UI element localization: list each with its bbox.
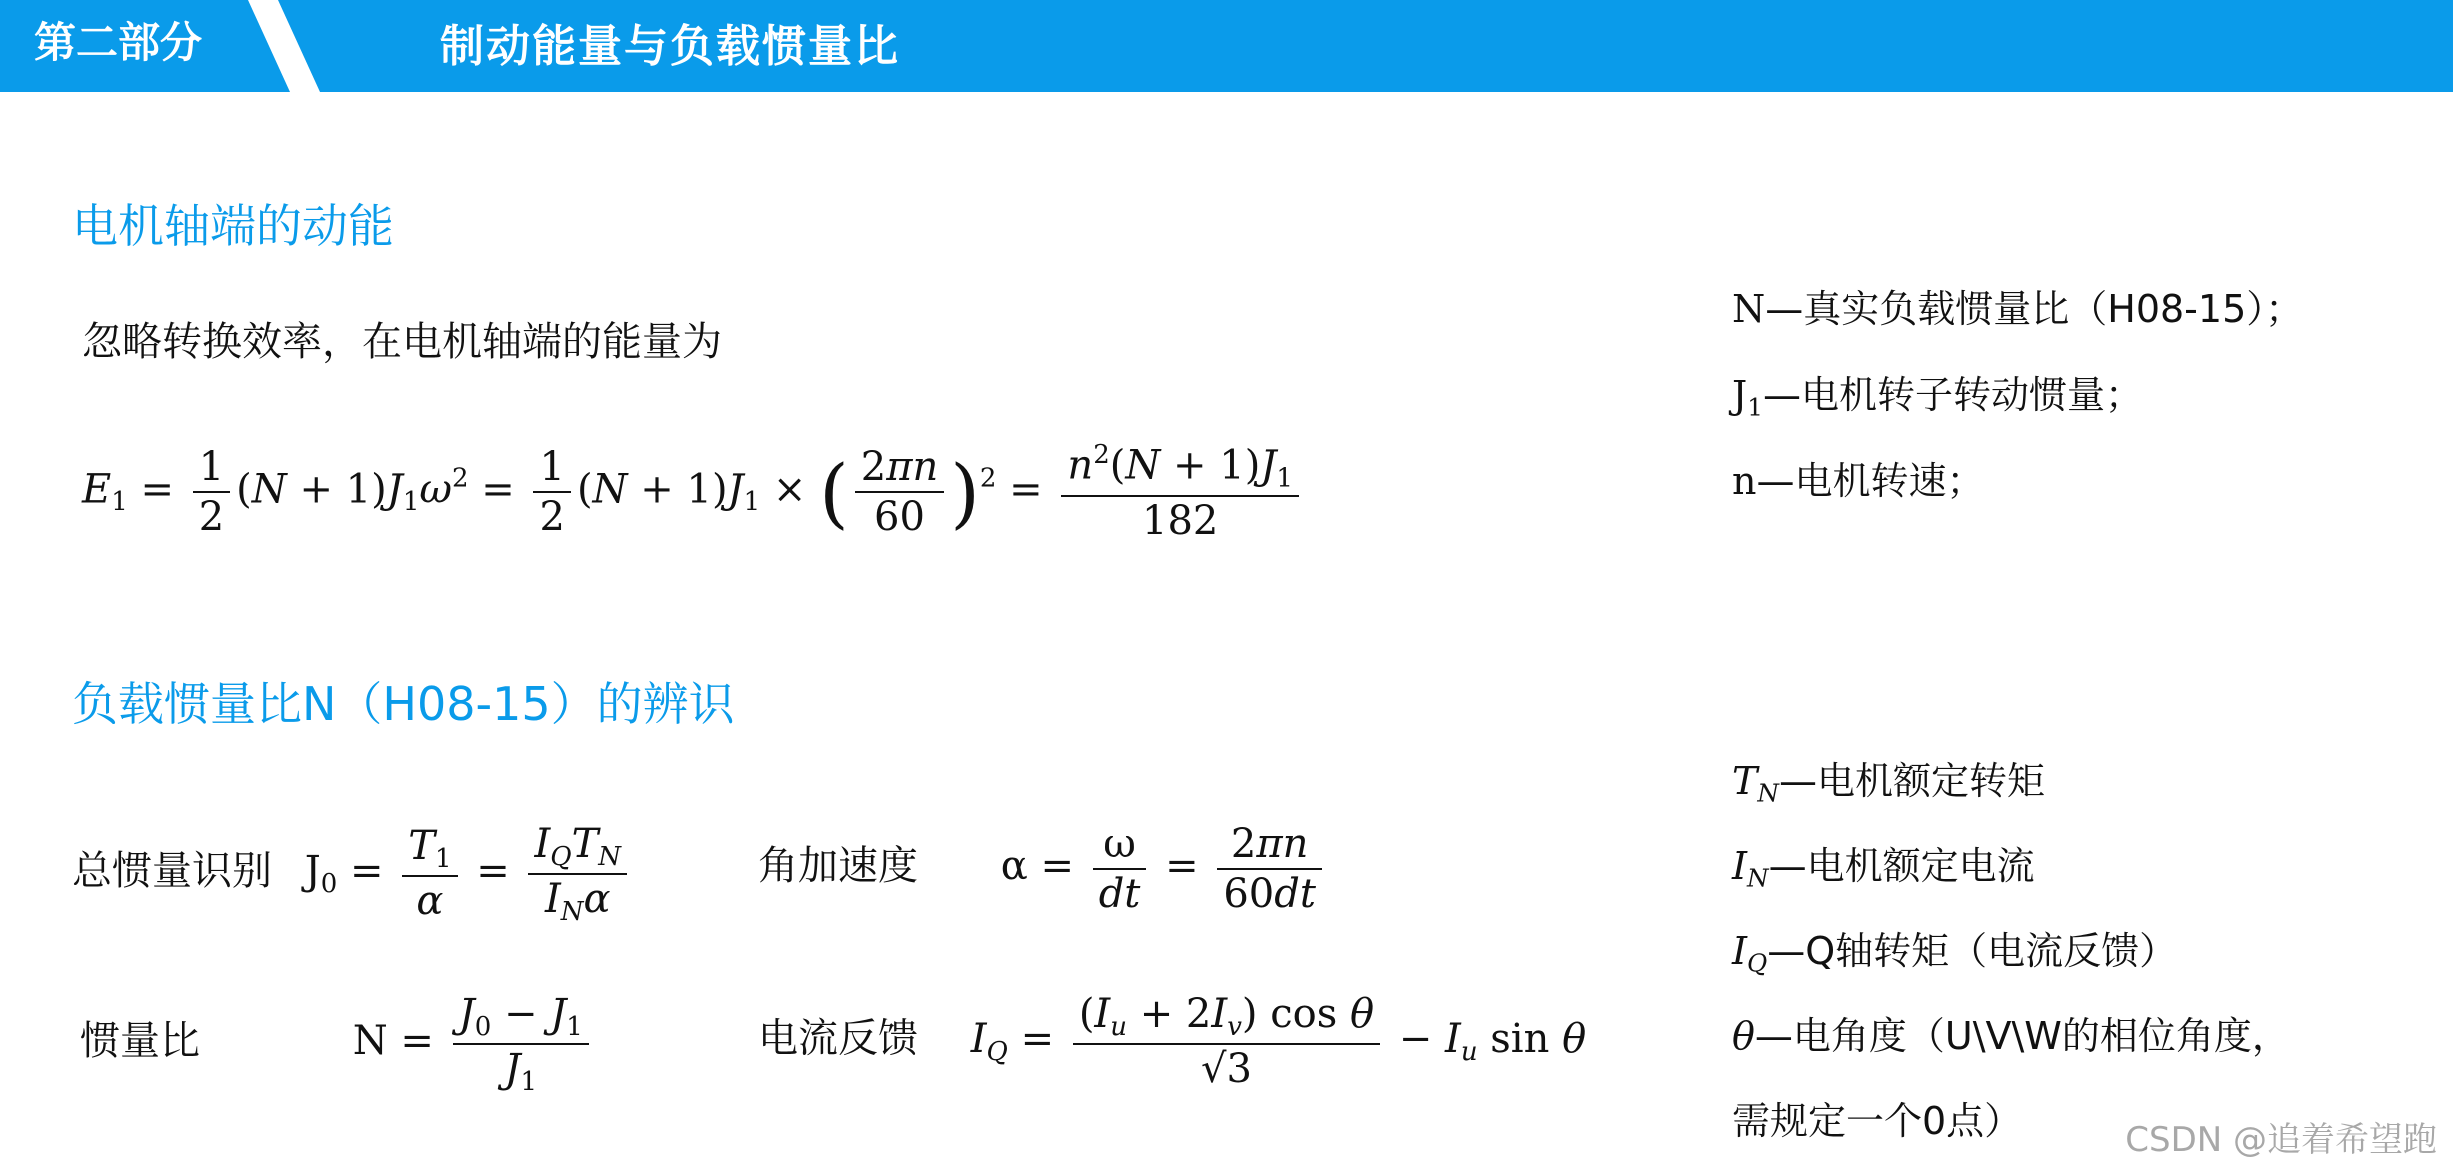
inertia-ratio-row: 惯量比 N = $\frac{J_0 - J_1}{J_1}$ — [80, 990, 595, 1098]
header-bar — [0, 0, 2453, 92]
section-number: 第二部分 — [34, 18, 203, 67]
legend-n: N—真实负载惯量比（H08-15）； — [1732, 287, 2304, 331]
watermark: CSDN @追着希望跑 — [2125, 1120, 2437, 1160]
legend-rated-torque: $T_N—$电机额定转矩 — [1732, 759, 2045, 808]
current-feedback-row: 电流反馈 $I_Q$ = $\frac{(I_u + 2I_v) \cos \theta}{√3}$ − $I_u$ sin θ — [758, 991, 1587, 1092]
legend-rated-current: $I_N—$电机额定电流 — [1732, 844, 2035, 893]
legend-electrical-angle: θ—电角度（U\V\W的相位角度， — [1732, 1014, 2290, 1058]
motor-energy-heading: 电机轴端的动能 — [72, 199, 394, 253]
legend-j1: $J_1—$电机转子转动惯量； — [1732, 373, 2143, 422]
kinetic-energy-formula: $E_1$ = $\frac{1}{2}$ $(N + 1)J_1\omega^2$ = $\frac{1}{2}$ $(N + 1)J_1$ × ( $\frac{2\pi n}{60}$ )$^2$ = $\frac{n^2(N + 1)J_1}{182}$ — [82, 440, 1305, 545]
motor-energy-intro: 忽略转换效率，在电机轴端的能量为 — [82, 319, 722, 365]
inertia-ratio-heading: 负载惯量比N（H08-15）的辨识 — [72, 677, 735, 731]
angular-accel-row: 角加速度 α = $\frac{\omega}{dt}$ = $\frac{2\pi n}{60dt}$ — [758, 820, 1328, 918]
legend-zero-point-note: 需规定一个0点） — [1732, 1099, 2023, 1143]
page-title: 制动能量与负载惯量比 — [440, 21, 900, 72]
legend-speed: n—电机转速； — [1732, 459, 1985, 503]
legend-q-axis-torque: $I_Q—Q$轴转矩（电流反馈） — [1732, 929, 2178, 978]
total-inertia-row: 总惯量识别 $J_0$ = $\frac{T_1}{\alpha}$ = $\frac{I_QT_N}{I_N\alpha}$ — [72, 820, 633, 928]
